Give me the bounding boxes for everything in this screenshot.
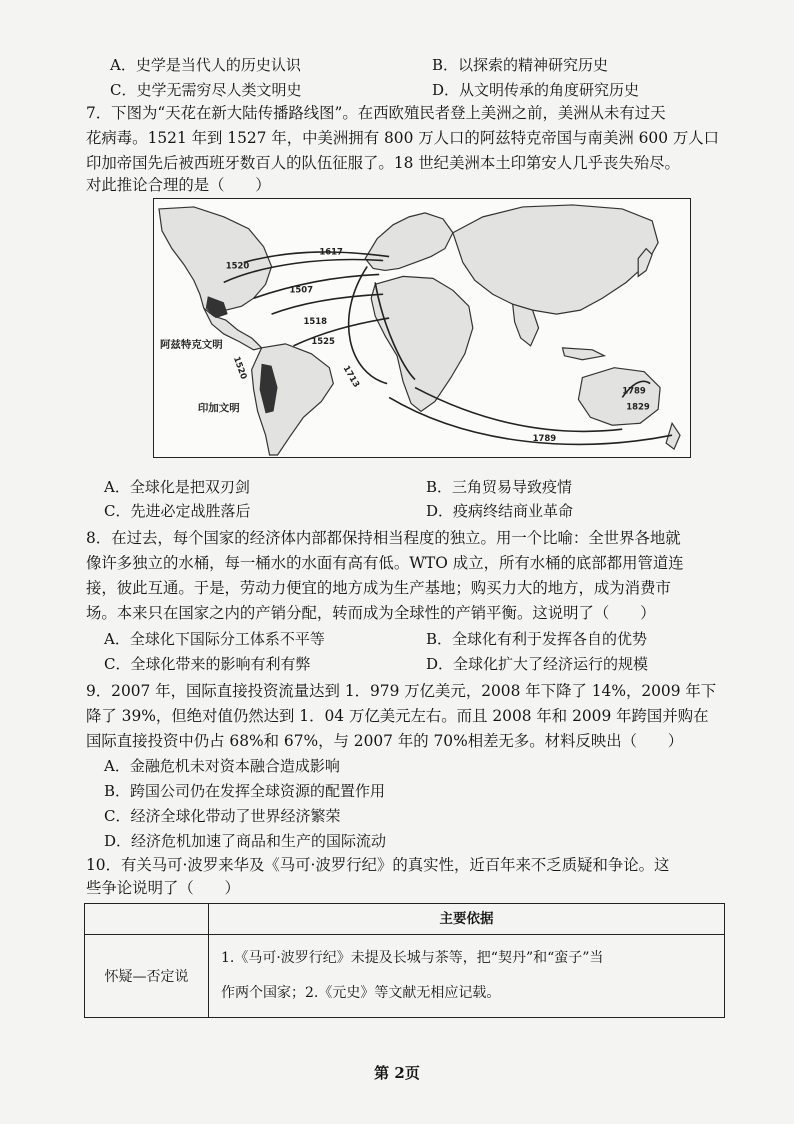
asia-landmass xyxy=(453,205,658,314)
q8-line-2: 像许多独立的水桶，每一桶水的水面有高有低。WTO 成立，所有水桶的底部都用管道连 xyxy=(86,554,684,572)
year-label-4: 1518 xyxy=(303,316,327,327)
table-header-row xyxy=(85,904,724,935)
q8-option-b[interactable]: B．全球化有利于发挥各自的优势 xyxy=(426,630,648,648)
q9-option-c[interactable]: C．经济全球化带动了世界经济繁荣 xyxy=(104,807,341,825)
q8-option-a[interactable]: A．全球化下国际分工体系不平等 xyxy=(104,630,325,648)
q7-line-4: 对此推论合理的是（ ） xyxy=(86,176,271,194)
prev-option-a: A．史学是当代人的历史认识 xyxy=(110,56,301,74)
q8-line-1: 8．在过去，每个国家的经济体内部都保持相当程度的独立。用一个比喻：全世界各地就 xyxy=(86,529,681,547)
table-header-cell-empty xyxy=(85,904,209,934)
table-row xyxy=(85,935,724,1017)
aztec-label: 阿兹特克文明 xyxy=(159,338,223,351)
table-cell-view: 怀疑—否定说 xyxy=(85,935,209,1017)
smallpox-route-map xyxy=(153,198,691,458)
q9-line-1: 9．2007 年，国际直接投资流量达到 1．979 万亿美元，2008 年下降了 14%，2009 年下 xyxy=(86,682,717,700)
year-label-9: 1829 xyxy=(626,401,650,412)
q10-line-2: 些争论说明了（ ） xyxy=(86,879,240,897)
table-cell-basis-line-1: 1.《马可·波罗行纪》未提及长城与茶等，把“契丹”和“蛮子”当 xyxy=(221,950,604,966)
q7-line-2: 花病毒。1521 年到 1527 年，中美洲拥有 800 万人口的阿兹特克帝国与南美洲 600 万人口 xyxy=(86,129,720,147)
q10-line-1: 10．有关马可·波罗来华及《马可·波罗行纪》的真实性，近百年来不乏质疑和争论。这 xyxy=(86,856,670,874)
prev-option-c: C．史学无需穷尽人类文明史 xyxy=(110,81,302,99)
australia-landmass xyxy=(578,368,660,426)
prev-option-b: B．以探索的精神研究历史 xyxy=(432,56,609,74)
year-label-8: 1789 xyxy=(622,385,646,396)
table-header-main-basis: 主要依据 xyxy=(439,911,494,927)
year-label-10: 1789 xyxy=(532,433,557,444)
q10-evidence-table xyxy=(84,903,725,1018)
route-1518 xyxy=(272,294,384,314)
year-label-6: 1520 xyxy=(231,355,250,381)
q9-option-a[interactable]: A．金融危机未对资本融合造成影响 xyxy=(104,757,340,775)
year-label-7: 1713 xyxy=(341,363,363,389)
inca-label: 印加文明 xyxy=(197,402,240,415)
table-cell-basis xyxy=(209,935,724,1017)
q7-option-a[interactable]: A．全球化是把双刃剑 xyxy=(104,478,250,496)
year-label-3: 1507 xyxy=(289,284,314,295)
q8-line-3: 接，彼此互通。于是，劳动力便宜的地方成为生产基地；购买力大的地方，成为消费市 xyxy=(86,579,671,597)
prev-option-d: D．从文明传承的角度研究历史 xyxy=(432,81,640,99)
q7-option-d[interactable]: D．疫病终结商业革命 xyxy=(426,502,574,520)
q7-line-1: 7．下图为“天花在新大陆传播路线图”。在西欧殖民者登上美洲之前，美洲从未有过天 xyxy=(86,104,666,122)
q7-option-c[interactable]: C．先进必定战胜落后 xyxy=(104,502,251,520)
q7-line-3: 印加帝国先后被西班牙数百人的队伍征服了。18 世纪美洲本土印第安人几乎丧失殆尽。 xyxy=(86,154,680,172)
q9-option-d[interactable]: D．经济危机加速了商品和生产的国际流动 xyxy=(104,832,387,850)
page-number: 第 2页 xyxy=(374,1064,420,1082)
q9-line-3: 国际直接投资中仍占 68%和 67%，与 2007 年的 70%相差无多。材料反映出（ ） xyxy=(86,732,684,750)
q8-option-c[interactable]: C．全球化带来的影响有利有弊 xyxy=(104,655,311,673)
q7-option-b[interactable]: B．三角贸易导致疫情 xyxy=(426,478,573,496)
year-label-2: 1617 xyxy=(319,246,343,257)
indonesia-landmass xyxy=(562,348,604,360)
year-label-1: 1520 xyxy=(225,260,250,271)
year-label-5: 1525 xyxy=(311,335,335,346)
q9-option-b[interactable]: B．跨国公司仍在发挥全球资源的配置作用 xyxy=(104,782,386,800)
europe-landmass xyxy=(365,213,453,271)
q8-line-4: 场。本来只在国家之内的产销分配，转而成为全球性的产销平衡。这说明了（ ） xyxy=(86,604,656,622)
q9-line-2: 降了 39%，但绝对值仍然达到 1．04 万亿美元左右。而且 2008 年和 2009 年跨国并购在 xyxy=(86,707,709,725)
table-cell-basis-line-2: 作两个国家；2.《元史》等文献无相应记载。 xyxy=(221,985,501,1001)
q8-option-d[interactable]: D．全球化扩大了经济运行的规模 xyxy=(426,655,649,673)
